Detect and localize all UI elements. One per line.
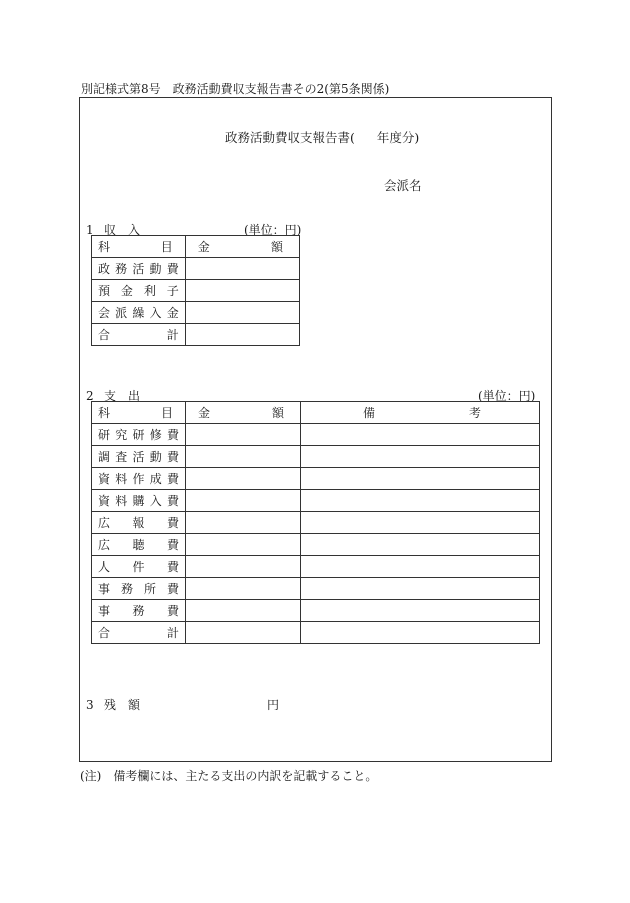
- row-item-label: [92, 446, 186, 468]
- income-unit: (単位：円): [244, 223, 302, 237]
- table-row: [92, 324, 300, 346]
- balance-unit: 円: [267, 698, 280, 712]
- row-remarks-cell[interactable]: [301, 578, 540, 600]
- row-remarks-cell[interactable]: [301, 512, 540, 534]
- row-amount-cell[interactable]: [186, 578, 301, 600]
- header-remarks: [301, 402, 540, 424]
- expense-heading-label: 支 出: [104, 389, 141, 403]
- row-remarks-cell[interactable]: [301, 600, 540, 622]
- row-item-label-text: 調 査 活 動 費: [98, 450, 179, 464]
- row-amount-cell[interactable]: [186, 446, 301, 468]
- row-item-label: [92, 324, 186, 346]
- header-amount: [186, 402, 301, 424]
- title-main: 政務活動費収支報告書(: [225, 130, 355, 145]
- balance-heading-label: 残 額: [104, 698, 141, 712]
- row-item-label: [92, 622, 186, 644]
- row-item-label-text: 事 務 費: [98, 604, 179, 618]
- row-remarks-cell[interactable]: [301, 446, 540, 468]
- table-row: [92, 622, 540, 644]
- table-row: [92, 600, 540, 622]
- row-amount-cell[interactable]: [186, 424, 301, 446]
- row-item-label-text: 政 務 活 動 費: [98, 262, 179, 276]
- row-amount-cell[interactable]: [186, 556, 301, 578]
- table-row: [92, 578, 540, 600]
- row-amount-cell[interactable]: [185, 302, 299, 324]
- row-item-label: [92, 556, 186, 578]
- row-remarks-cell[interactable]: [301, 556, 540, 578]
- table-row: [92, 424, 540, 446]
- row-amount-cell[interactable]: [186, 600, 301, 622]
- table-row: [92, 512, 540, 534]
- income-heading-label: 収 入: [104, 223, 141, 237]
- row-item-label-text: 広 聴 費: [98, 538, 179, 552]
- title-suffix: 年度分): [376, 130, 420, 145]
- row-item-label-text: 預 金 利 子: [98, 284, 179, 298]
- balance-heading-number: 3: [86, 698, 94, 712]
- row-item-label-text: 人 件 費: [98, 560, 179, 574]
- row-amount-cell[interactable]: [186, 490, 301, 512]
- table-row: [92, 280, 300, 302]
- row-item-label-text: 資 料 作 成 費: [98, 472, 179, 486]
- document-title: [225, 128, 419, 146]
- table-header-row: [92, 236, 300, 258]
- footnote: (注) 備考欄には、主たる支出の内訳を記載すること。: [80, 769, 378, 783]
- balance-heading: [86, 696, 140, 713]
- row-item-label: [92, 258, 186, 280]
- table-row: [92, 258, 300, 280]
- row-item-label: [92, 512, 186, 534]
- income-table: [91, 235, 300, 346]
- row-amount-cell[interactable]: [186, 468, 301, 490]
- expense-unit: (単位：円): [478, 389, 536, 403]
- header-item-text: 科 目: [98, 406, 173, 420]
- expense-heading-number: 2: [86, 389, 94, 403]
- table-row: [92, 446, 540, 468]
- row-remarks-cell[interactable]: [301, 622, 540, 644]
- row-item-label-text: 研 究 研 修 費: [98, 428, 179, 442]
- row-item-label-text: 広 報 費: [98, 516, 179, 530]
- row-remarks-cell[interactable]: [301, 424, 540, 446]
- form-label: 別記様式第8号 政務活動費収支報告書その2(第5条関係): [81, 82, 390, 96]
- table-row: [92, 556, 540, 578]
- row-amount-cell[interactable]: [185, 324, 299, 346]
- row-item-label-text: 事 務 所 費: [98, 582, 179, 596]
- row-item-label: [92, 280, 186, 302]
- row-item-label-text: 合 計: [98, 328, 179, 342]
- table-row: [92, 468, 540, 490]
- header-amount-text: 金 額: [197, 240, 283, 254]
- faction-name-label: 会派名: [384, 178, 422, 193]
- row-item-label: [92, 468, 186, 490]
- row-item-label: [92, 534, 186, 556]
- table-row: [92, 302, 300, 324]
- header-item: [92, 402, 186, 424]
- row-item-label-text: 会 派 繰 入 金: [98, 306, 179, 320]
- income-heading-number: 1: [86, 223, 94, 237]
- header-remarks-text: 備 考: [363, 406, 481, 420]
- row-amount-cell[interactable]: [185, 280, 299, 302]
- row-item-label: [92, 424, 186, 446]
- row-item-label-text: 合 計: [98, 626, 179, 640]
- row-amount-cell[interactable]: [185, 258, 299, 280]
- table-row: [92, 534, 540, 556]
- expense-table: [91, 401, 540, 644]
- row-amount-cell[interactable]: [186, 512, 301, 534]
- row-remarks-cell[interactable]: [301, 534, 540, 556]
- header-item: [92, 236, 186, 258]
- table-row: [92, 490, 540, 512]
- row-amount-cell[interactable]: [186, 534, 301, 556]
- row-remarks-cell[interactable]: [301, 490, 540, 512]
- row-item-label-text: 資 料 購 入 費: [98, 494, 179, 508]
- row-remarks-cell[interactable]: [301, 468, 540, 490]
- row-item-label: [92, 600, 186, 622]
- table-header-row: [92, 402, 540, 424]
- row-item-label: [92, 302, 186, 324]
- row-amount-cell[interactable]: [186, 622, 301, 644]
- row-item-label: [92, 490, 186, 512]
- row-item-label: [92, 578, 186, 600]
- header-item-text: 科 目: [98, 240, 173, 254]
- header-amount: [185, 236, 299, 258]
- header-amount-text: 金 額: [198, 406, 284, 420]
